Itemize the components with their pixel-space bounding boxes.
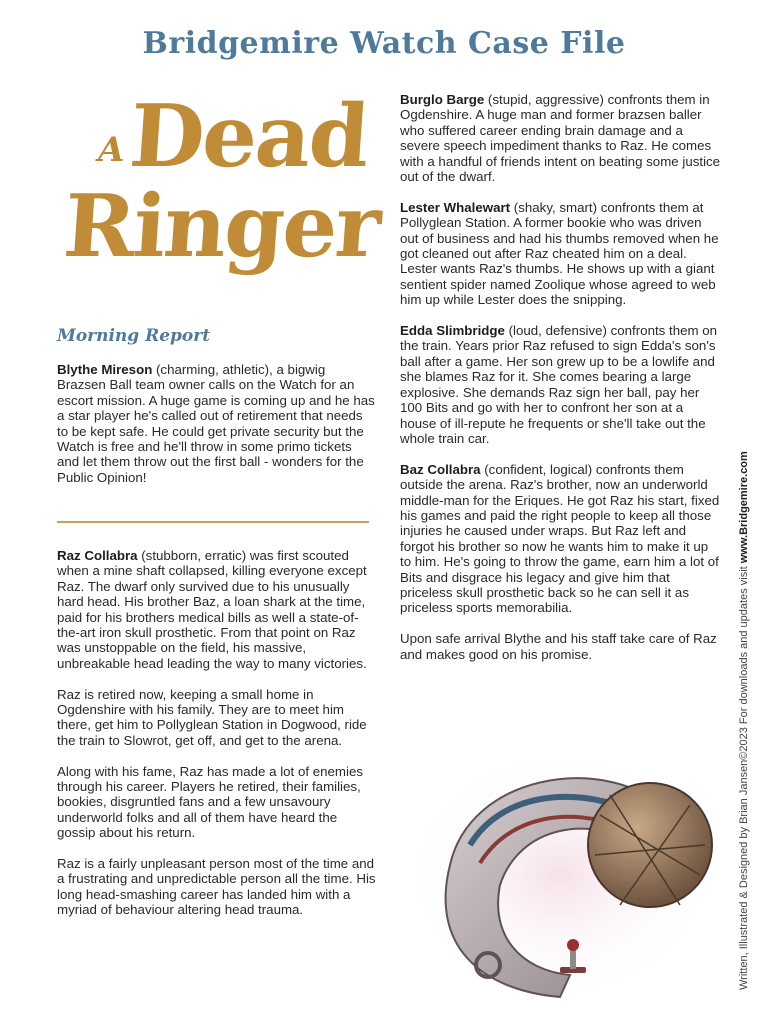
npc-name: Baz Collabra: [400, 461, 481, 477]
npc-name: Edda Slimbridge: [400, 323, 505, 339]
website-link[interactable]: www.Bridgemire.com: [738, 451, 750, 564]
left-column-body: [57, 548, 377, 933]
npc-name: Blythe Mireson: [57, 362, 153, 377]
credits-sidebar: [738, 390, 754, 990]
npc-name: Raz Collabra: [57, 548, 138, 563]
section-divider: [57, 521, 369, 523]
paragraph-lester: Lester Whalewart (shaky, smart) confronts them at Pollyglean Station. A former bookie who was driven out of business and had his thumbs removed when he got cleaned out after Raz cheated him on a deal. Lester wants Raz's thumbs. He shows up with a giant sentient spider named Zoolique whose agreed to web him up while Lester does the snipping.: [400, 199, 719, 308]
paragraph-personality: Raz is a fairly unpleasant person most of the time and a frustrating and unpredictable person all the time. His long head-smashing career has landed him with a myriad of behaviour altering head trauma.: [57, 856, 376, 918]
paragraph-blythe: Blythe Mireson (charming, athletic), a bigwig Brazsen Ball team owner calls on the Watch for an escort mission. A huge game is coming up and he has a star player he's called out of retirement that needs to be kept safe. He could get private security but the Watch is free and he'll throw in some primo tickets and let them throw out the first ball - wonders for the Public Opinion!: [57, 362, 375, 485]
paragraph-retired: Raz is retired now, keeping a small home in Ogdenshire with his family. They are to meet him there, get him to Pollyglean Station in Dogwood, ride the train to Slowrot, get off, and get to the arena.: [57, 686, 367, 748]
page-title: Bridgemire Watch Case File: [142, 26, 626, 61]
title-word-dead: Dead: [126, 86, 371, 187]
skull-prosthetic-illustration: [410, 735, 730, 1005]
npc-name: Lester Whalewart: [400, 199, 511, 215]
paragraph-enemies: Along with his fame, Raz has made a lot of enemies through his career. Players he retired, their families, bookies, disgruntled fans and a few unsavoury underworld folks and all of them have heard the gossip about his return.: [57, 763, 363, 841]
left-column-intro: [57, 362, 377, 501]
paragraph-arrival: Upon safe arrival Blythe and his staff take care of Raz and makes good on his promise.: [400, 631, 717, 662]
adventure-title-logo: [60, 86, 383, 302]
right-column: [400, 92, 722, 677]
title-word-a: A: [98, 130, 125, 170]
paragraph-burglo: Burglo Barge (stupid, aggressive) confronts them in Ogdenshire. A huge man and former brazsen baller who suffered career ending brain damage and a severe speech impediment thanks to Raz. He comes with a handful of friends intent on beating some justice out of the dwarf.: [400, 92, 721, 185]
paragraph-raz: Raz Collabra (stubborn, erratic) was first scouted when a mine shaft collapsed, killing everyone except Raz. The dwarf only survived due to his unusually hard head. His brother Baz, a loan shark at the time, paid for his brothers medical bills as well a state-of-the-art iron skull prosthetic. From that point on Raz was unstoppable on the field, his massive, unbreakable head leading the way to many victories.: [57, 548, 367, 671]
credits-text: Written, Illustrated & Designed by Brian Jansen©2023 For downloads and updates visit: [738, 563, 750, 990]
paragraph-baz: Baz Collabra (confident, logical) confronts them outside the arena. Raz's brother, now an underworld middle-man for the Eriques. He got Raz his start, fixed his games and paid the right people to keep all those injuries he caused under wraps. But Raz left and forgot his brother so now he wants him to make it up to him. He's going to throw the game, earn him a lot of Bits and disgrace his legacy and give him that priceless skull prosthetic back so he can sell it as priceless sports memorabilia.: [400, 461, 720, 616]
npc-name: Burglo Barge: [400, 92, 485, 107]
title-word-ringer: Ringer: [60, 176, 383, 277]
section-heading: Morning Report: [57, 326, 211, 346]
paragraph-edda: Edda Slimbridge (loud, defensive) confronts them on the train. Years prior Raz refused to sign Edda's son's ball after a game. Her son grew up to be a lowlife and she blames Raz for it. She comes bearing a large explosive. She demands Raz sign her ball, pay her 100 Bits and go with her to confront her son at a house of ill-repute he frequents or she'll take out the whole train car.: [400, 323, 718, 446]
